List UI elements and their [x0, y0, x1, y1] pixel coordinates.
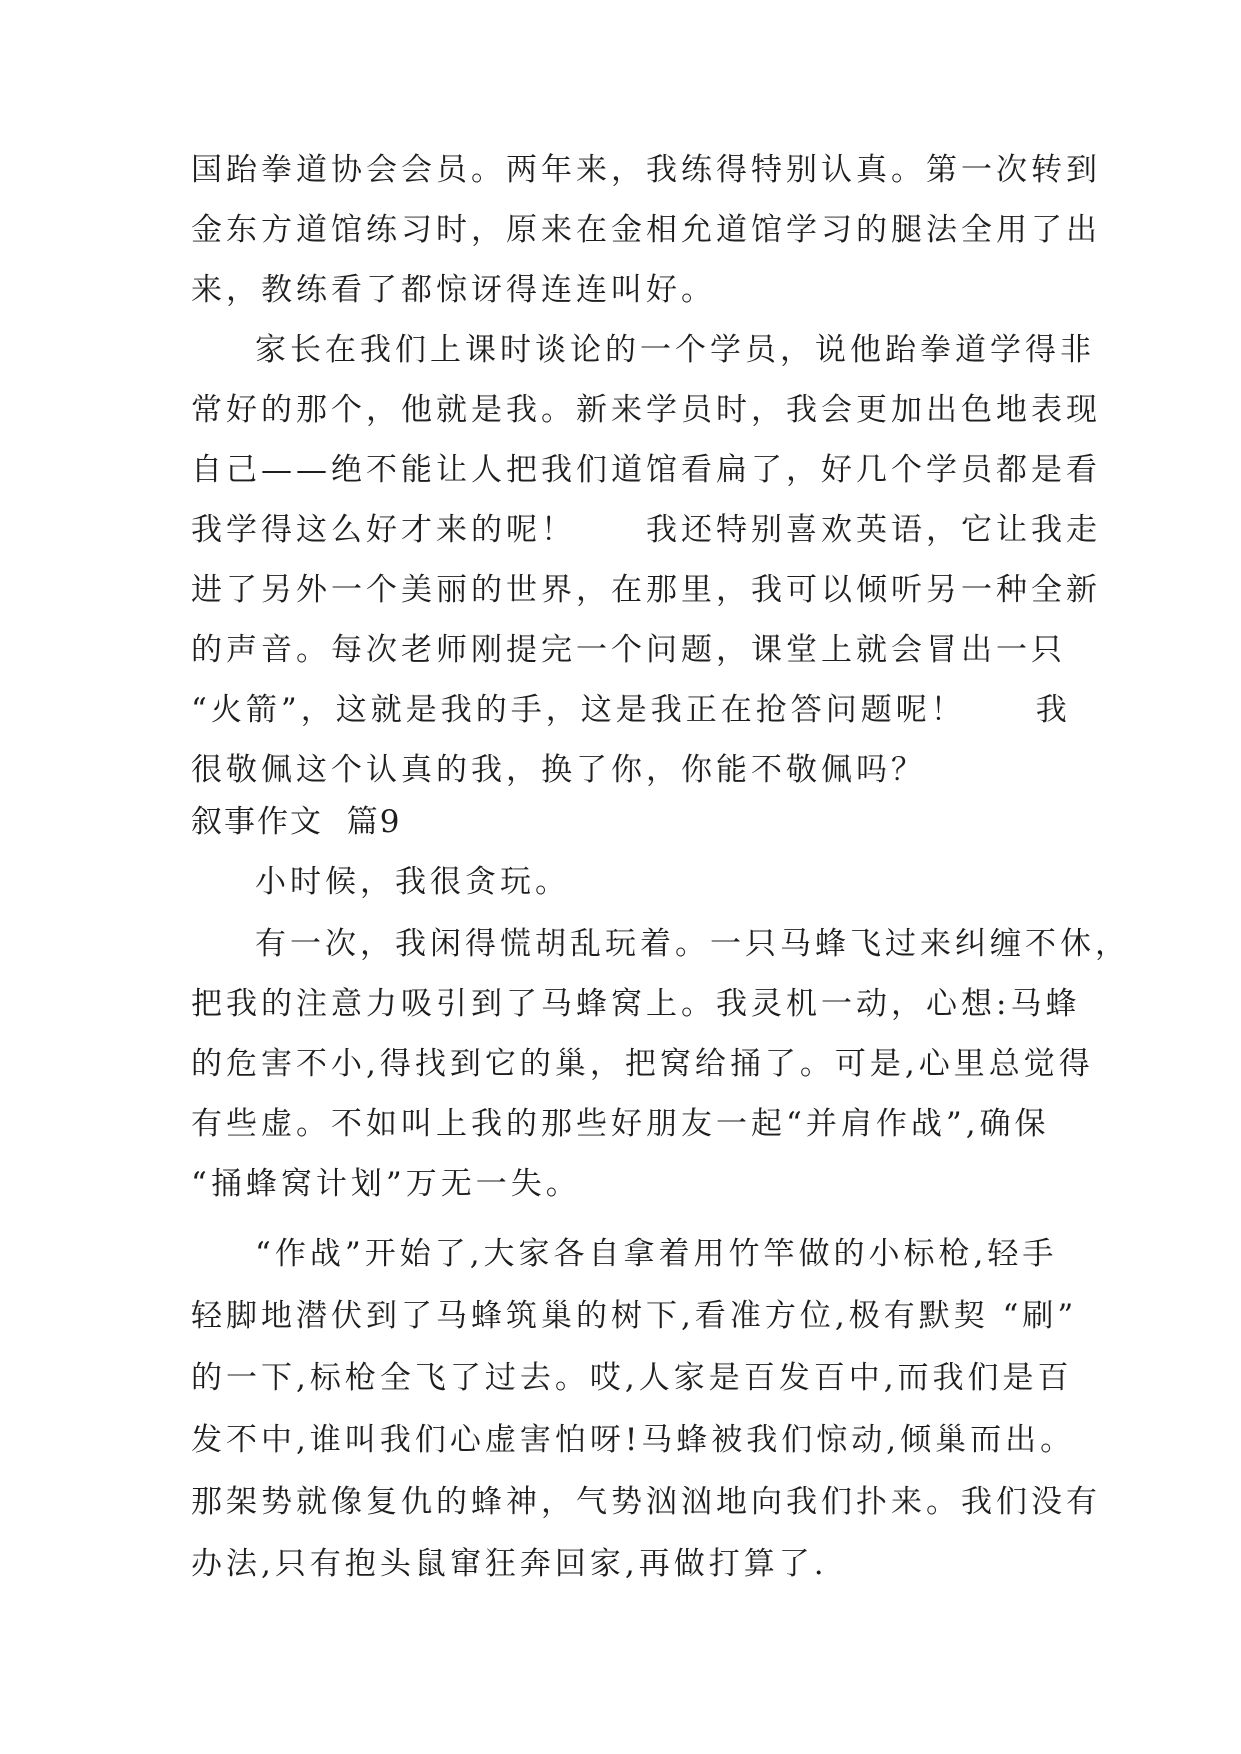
paragraph-4-line-4: 有些虚。不如叫上我的那些好朋友一起“并肩作战”,确保: [191, 1106, 1050, 1142]
paragraph-2-line-8: 很敬佩这个认真的我，换了你，你能不敬佩吗？: [191, 752, 926, 788]
paragraph-2-line-3: 自己——绝不能让人把我们道馆看扁了，好几个学员都是看: [191, 452, 1101, 488]
paragraph-3-line-1: 小时候，我很贪玩。: [255, 864, 570, 900]
paragraph-2-line-5: 进了另外一个美丽的世界，在那里，我可以倾听另一种全新: [191, 572, 1101, 608]
paragraph-5-line-1: “作战”开始了,大家各自拿着用竹竿做的小标枪,轻手: [255, 1236, 1058, 1272]
paragraph-4-line-5: “捅蜂窝计划”万无一失。: [191, 1166, 581, 1202]
paragraph-4-line-2: 把我的注意力吸引到了马蜂窝上。我灵机一动，心想:马蜂: [191, 986, 1081, 1022]
paragraph-1-line-2: 金东方道馆练习时，原来在金相允道馆学习的腿法全用了出: [191, 212, 1101, 248]
paragraph-4-line-3: 的危害不小,得找到它的巢，把窝给捅了。可是,心里总觉得: [191, 1046, 1094, 1082]
paragraph-5-line-3: 的一下,标枪全飞了过去。哎,人家是百发百中,而我们是百: [191, 1360, 1073, 1396]
paragraph-1-line-1: 国跆拳道协会会员。两年来，我练得特别认真。第一次转到: [191, 152, 1101, 188]
paragraph-2-line-6: 的声音。每次老师刚提完一个问题，课堂上就会冒出一只: [191, 632, 1066, 668]
paragraph-5-line-2: 轻脚地潜伏到了马蜂筑巢的树下,看准方位,极有默契 “刷”: [191, 1298, 1078, 1334]
paragraph-5-line-5: 那架势就像复仇的蜂神，气势汹汹地向我们扑来。我们没有: [191, 1484, 1101, 1520]
paragraph-2-line-4: 我学得这么好才来的呢！ 我还特别喜欢英语，它让我走: [191, 512, 1101, 548]
section-heading: 叙事作文 篇9: [191, 804, 402, 840]
paragraph-2-line-2: 常好的那个，他就是我。新来学员时，我会更加出色地表现: [191, 392, 1101, 428]
paragraph-2-line-7: “火箭”，这就是我的手，这是我正在抢答问题呢！ 我: [191, 692, 1071, 728]
paragraph-5-line-6: 办法,只有抱头鼠窜狂奔回家,再做打算了.: [191, 1546, 828, 1582]
paragraph-2-line-1: 家长在我们上课时谈论的一个学员，说他跆拳道学得非: [255, 332, 1095, 368]
paragraph-1-line-3: 来，教练看了都惊讶得连连叫好。: [191, 272, 716, 308]
paragraph-4-line-1: 有一次，我闲得慌胡乱玩着。一只马蜂飞过来纠缠不休，: [255, 926, 1130, 962]
paragraph-5-line-4: 发不中,谁叫我们心虚害怕呀!马蜂被我们惊动,倾巢而出。: [191, 1422, 1076, 1458]
